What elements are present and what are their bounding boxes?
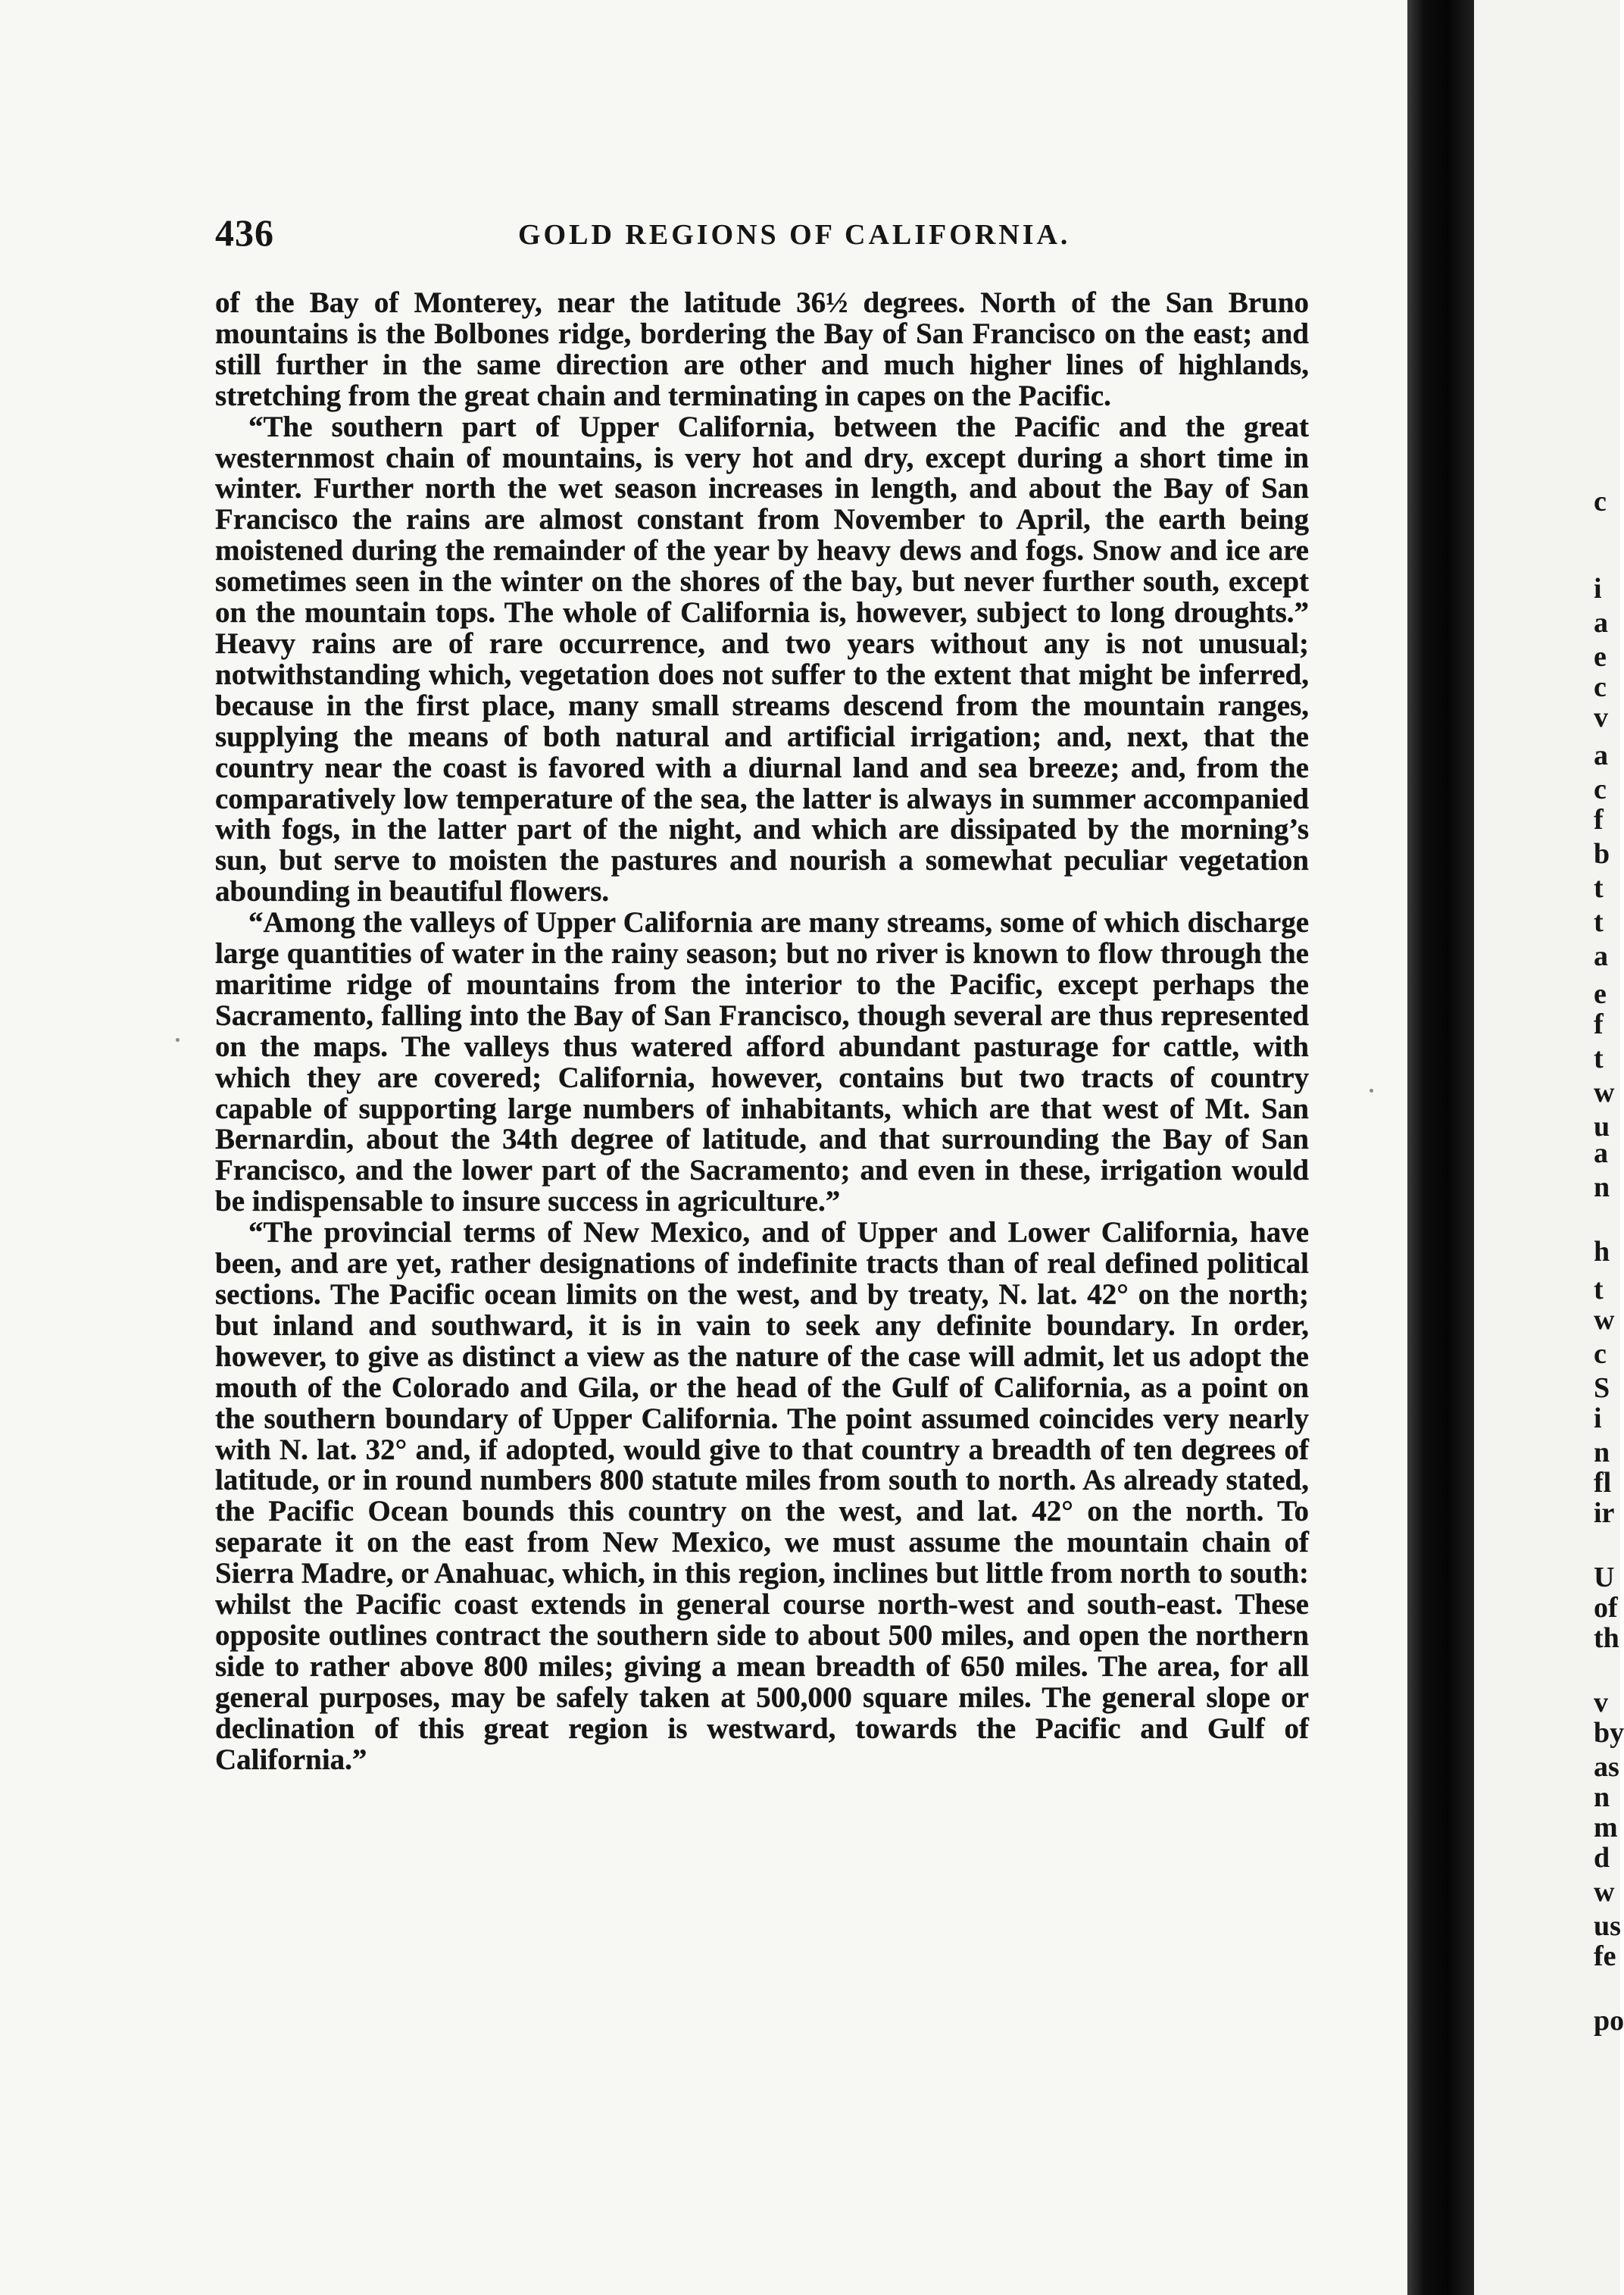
- facing-page-fragment: i: [1594, 1402, 1602, 1434]
- facing-page-fragment: ir: [1594, 1497, 1615, 1529]
- facing-page-fragment: of: [1594, 1592, 1618, 1624]
- facing-page-fragment: as: [1594, 1751, 1619, 1783]
- facing-page-fragment: U: [1594, 1562, 1615, 1593]
- facing-page-fragment: by: [1594, 1717, 1624, 1749]
- facing-page-fragment: a: [1594, 940, 1608, 972]
- facing-page-fragment: fe: [1594, 1940, 1616, 1972]
- facing-page-fragment: c: [1594, 774, 1607, 805]
- facing-page-fragment: v: [1594, 702, 1608, 733]
- facing-page-fragment: c: [1594, 1338, 1607, 1370]
- facing-page-fragment: us: [1594, 1910, 1621, 1942]
- paragraph: “The provincial terms of New Mexico, and of Upper and Lower California, have been, and are yet, rather designations of indefinite tracts than of real defined political sections. The Pacific ocean limits on the west, and by treaty, N. lat. 42° on the north; but inland and southward, it is in vain to seek any definite boundary. In order, however, to give as distinct a view as the nature of the case will admit, let us adopt the mouth of the Colorado and Gila, or the head of the Gulf of California, as a point on the southern boundary of Upper California. The point assumed coincides very nearly with N. lat. 32° and, if adopted, would give to that country a breadth of ten degrees of latitude, or in round numbers 800 statute miles from south to north. As already stated, the Pacific Ocean bounds this country on the west, and lat. 42° on the north. To separate it on the east from New Mexico, we must assume the mountain chain of Sierra Madre, or Anahuac, which, in this region, inclines but little from north to south: whilst the Pacific coast extends in general course north-west and south-east. These opposite outlines contract the southern side to about 500 miles, and open the northern side to rather above 800 miles; giving a mean breadth of 650 miles. The area, for all general purposes, may be safely taken at 500,000 square miles. The general slope or declination of this great region is westward, towards the Pacific and Gulf of California.”: [215, 1216, 1309, 1776]
- facing-page-fragment: m: [1594, 1812, 1618, 1843]
- facing-page-fragment: fl: [1594, 1467, 1612, 1499]
- facing-page-fragment: w: [1594, 1304, 1615, 1336]
- facing-page-fragment: h: [1594, 1236, 1610, 1268]
- facing-page-fragment: n: [1594, 1781, 1610, 1813]
- book-gutter: [1407, 0, 1474, 2295]
- facing-page-fragment: d: [1594, 1842, 1610, 1874]
- facing-page-fragment: b: [1594, 838, 1610, 870]
- facing-page-fragment: n: [1594, 1171, 1610, 1203]
- facing-page-fragment: f: [1594, 1008, 1604, 1040]
- facing-page-fragment: w: [1594, 1077, 1615, 1108]
- paragraph: of the Bay of Monterey, near the latitude 36½ degrees. North of the San Bruno mountains is the Bolbones ridge, bordering the Bay of San Francisco on the east; and still further in the same direction are other and much higher lines of highlands, stretching from the great chain and terminating in capes on the Pacific.: [215, 286, 1309, 412]
- facing-page-fragment: t: [1594, 1274, 1604, 1305]
- facing-page-fragment: a: [1594, 607, 1608, 639]
- facing-page-fragment: c: [1594, 671, 1607, 703]
- facing-page-fragment: t: [1594, 872, 1604, 904]
- facing-page-fragment: t: [1594, 906, 1604, 938]
- facing-page-fragment: e: [1594, 641, 1607, 673]
- facing-page-fragment: w: [1594, 1876, 1615, 1908]
- facing-page-fragment: th: [1594, 1622, 1619, 1654]
- facing-page-fragment: a: [1594, 1137, 1608, 1169]
- facing-page-fragment: c: [1594, 486, 1607, 517]
- facing-page-fragment: S: [1594, 1372, 1610, 1404]
- facing-page-fragment: v: [1594, 1687, 1608, 1718]
- paragraph: “Among the valleys of Upper California are many streams, some of which discharge large quantities of water in the rainy season; but no river is known to flow through the maritime ridge of mountains from the interior to the Pacific, except perhaps the Sacramento, falling into the Bay of San Francisco, though several are thus represented on the maps. The valleys thus watered afford abundant pasturage for cattle, with which they are covered; California, however, contains but two tracts of country capable of supporting large numbers of inhabitants, which are that west of Mt. San Bernardin, about the 34th degree of latitude, and that surrounding the Bay of San Francisco, and the lower part of the Sacramento; and even in these, irrigation would be indispensable to insure success in agriculture.”: [215, 906, 1309, 1218]
- speck-mark: [176, 1038, 180, 1042]
- facing-page-fragment: n: [1594, 1437, 1610, 1468]
- facing-page-fragment: u: [1594, 1111, 1610, 1143]
- speck-mark: [1369, 1089, 1373, 1093]
- facing-page-fragment: po: [1594, 2005, 1624, 2037]
- running-title: GOLD REGIONS OF CALIFORNIA.: [518, 219, 1071, 251]
- page-number: 436: [215, 211, 274, 254]
- facing-page-fragment: e: [1594, 978, 1607, 1010]
- facing-page-edge-text: [1594, 0, 1624, 2295]
- facing-page-fragment: t: [1594, 1043, 1604, 1074]
- facing-page-fragment: a: [1594, 739, 1608, 771]
- paragraph: “The southern part of Upper California, between the Pacific and the great westernmost chain of mountains, is very hot and dry, except during a short time in winter. Further north the wet season increases in length, and about the Bay of San Francisco the rains are almost constant from November to April, the earth being moistened during the remainder of the year by heavy dews and fogs. Snow and ice are sometimes seen in the winter on the shores of the bay, but never further south, except on the mountain tops. The whole of California is, however, subject to long droughts.” Heavy rains are of rare occurrence, and two years without any is not unusual; notwithstanding which, vegetation does not suffer to the extent that might be inferred, because in the first place, many small streams descend from the mountain ranges, supplying the means of both natural and artificial irrigation; and, next, that the country near the coast is favored with a diurnal land and sea breeze; and, from the comparatively low temperature of the sea, the latter is always in summer accompanied with fogs, in the latter part of the night, and which are dissipated by the morning’s sun, but serve to moisten the pastures and nourish a somewhat peculiar vegetation abounding in beautiful flowers.: [215, 410, 1309, 908]
- facing-page-fragment: i: [1594, 573, 1602, 605]
- facing-page-fragment: f: [1594, 804, 1604, 836]
- page-header: [215, 205, 1306, 265]
- body-text: [215, 288, 1309, 1776]
